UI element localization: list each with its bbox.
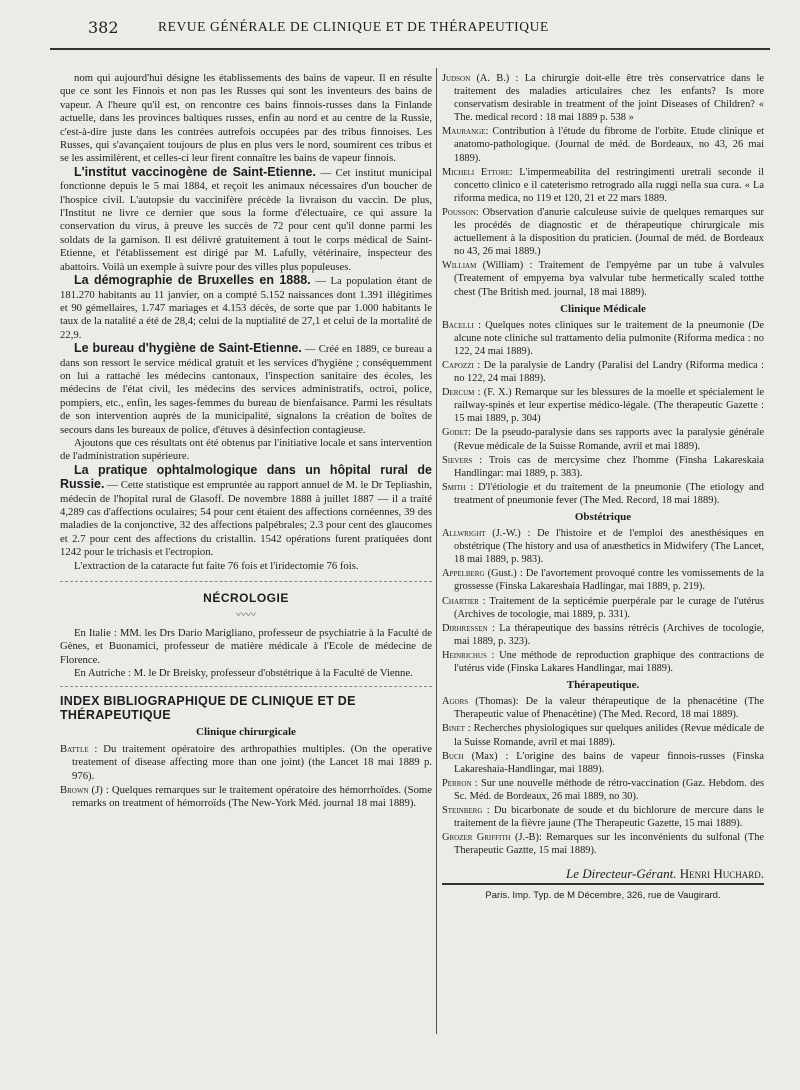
paragraph-bains: nom qui aujourd'hui désigne les établissements des bains de vapeur. Il en résulte que ce sont les Finnois et non pas les Russes qui sont les inventeurs des bains de vapeur. A l'heure qu'il est, on rencontre ces bains finnois-russes dans la Finlande actuelle, dans les provinces baltiques russes, enfin au nord et au centre de la Russie, c'est-à-dire juste dans les contrées autrefois occupées par des tribus finnoises. Les Russes, qui s'avançaient toujours de plus en plus vers le nord, soumirent ces tribus et se les assimilèrent, et celles-ci leur firent connaître les bains de vapeur finnois. (60, 72, 432, 165)
reference-entry (442, 125, 764, 164)
reference-entry (442, 454, 764, 480)
article-bureau-hygiene (60, 342, 432, 437)
reference-text: (A. B.) : La chirurgie doit-elle être très conservatrice dans le traitement des maladies articulaires chez les enfants? Is more conservatism desirable in treatment of the joint Diseases of Children? « The. medical record : 18 mai 1889 p. 538 » (454, 73, 764, 124)
article-text: — Cet institut municipal fonctionne depuis le 5 mai 1884, et reçoit les animaux nécessaires d'un boucher de l'hospice civil. L'autopsie du vaccinifère précède la livraison du vaccin. De plus, l'Institut ne livre ce dernier que sous la forme d'électuaire, ce qui assure la conservation du virus, à preuve les succès de 72 pour cent qu'il donne parmi les soldats de la garnison. Il est délivré gratuitement à tout le corps médical de Saint-Etienne, et l'établissement est dirigé par M. Lafully, vétérinaire, inspecteur des abattoirs. Voilà un exemple à suivre pour des villes plus populeuses. (60, 166, 432, 273)
reference-entry (442, 166, 764, 205)
reference-author: Sievers (442, 454, 473, 466)
reference-author: Judson (442, 73, 471, 84)
article-heading: La pratique ophtalmologique dans un hôpital rural de Russie. (60, 462, 432, 492)
column-rule (436, 68, 437, 1034)
reference-text: (J.-W.) : De l'histoire et de l'emploi des anesthésiques en obstétrique (The history and usa of anæsthetics in Midwifery (The Lancet, 18 mai 1889, p. 983). (454, 528, 764, 566)
reference-text: (Thomas): De la valeur thérapeutique de la phenacétine (The Therapeutic value of Phenacétine) (The Med. Record, 18 mai 1889). (454, 696, 764, 721)
reference-entry (442, 72, 764, 124)
article-text: — Créé en 1889, ce bureau a dans son ressort le service médical gratuit et les services d'hygiène ; conséquemment on lui a rattaché les médecins cantonaux, l'inspection sanitaire des écoles, les médecins de l'état civil, les médecins des services administratifs, octroi, police, pompiers, etc., enfin, les sages-femmes du bureau de bienfaisance. Parmi les résultats de son intervention auprès de la municipalité, signalons la création de boîtes de secours dans les bureaux de police, d'étuves à désinfection contagieuse. (60, 343, 432, 436)
article-ophtalmologie (60, 464, 432, 560)
reference-text: : De la paralysie de Landry (Paralisi del Landry (Riforma medica : no 122, 24 mai 1889). (454, 359, 764, 385)
article-heading: La démographie de Bruxelles en 1888. (74, 273, 311, 288)
reference-text: : De la pseudo-paralysie dans ses rapports avec la paralysie générale (Revue médicale de la Suisse Romande, avril et mai 1889). (454, 427, 764, 452)
article-text: — Cette statistique est empruntée au rapport annuel de M. le Dr Tepliashin, médecin de l'hopital rural de Glasoff. De novembre 1888 à juillet 1887 — il a traité 4,289 cas d'affections oculaires; 54 pour cent étaient des affections cornéennes, 39 des maladies de la conjonctive, 32 des affections palpébrales; 2.3 pour cent des glaucomes et 2.7 pour cent des affections du cristallin. 1542 opérations furent pratiquées dont 1242 pour le trichasis et l'ectropion. (60, 479, 432, 559)
paragraph-ajoutons: Ajoutons que ces résultats ont été obtenus par l'initiative locale et sans intervention de l'administration supérieure. (60, 436, 432, 463)
reference-author: Allwright (442, 528, 486, 540)
reference-author: Godet (442, 427, 469, 439)
reference-text: : La thérapeutique des bassins rétrécis (Archives de tocologie, mai 1889, p. 323). (454, 622, 764, 647)
printer-imprint: Paris. Imp. Typ. de M Décembre, 326, rue de Vaugirard. (485, 890, 721, 902)
reference-text: (J.-B): Remarques sur les inconvénients du sulfonal (The Therapeutic Gaztte, 15 mai 1889). (454, 832, 765, 857)
reference-entry (442, 359, 764, 385)
reference-entry (442, 595, 764, 621)
title-ornament: 〰〰 (236, 610, 256, 622)
index-title: INDEX BIBLIOGRAPHIQUE DE CLINIQUE ET DE THÉRAPEUTIQUE (60, 686, 432, 722)
section-divider (60, 581, 432, 582)
reference-text: : Sur une nouvelle méthode de rétro-vaccination (Gaz. Hebdom. des Sc. Méd. de Bordeaux, 26 mai 1889, no 30). (454, 777, 764, 802)
subsection-therapeutique: Thérapeutique. (566, 679, 640, 692)
reference-text: : (F. X.) Remarque sur les blessures de la moelle et spécialement le railway-spinés et leur expertise médico-légale. (The therapeutic Gazette : 15 mai 1889, p. 304) (454, 387, 764, 425)
reference-text: : Contribution à l'étude du fibrome de l'orbite. Etude clinique et anatomo-pathologique. (Journal de méd. de Bordeaux, no 43, 26 mai 1889). (454, 126, 764, 164)
reference-author: Binet (442, 723, 465, 735)
reference-entry (442, 527, 764, 566)
reference-entry (442, 722, 764, 748)
reference-author: Dercum (442, 387, 475, 399)
reference-entry (442, 622, 764, 648)
reference-author: Pousson (442, 206, 476, 218)
reference-author: Brown (60, 783, 89, 796)
subsection-obstetrique: Obstétrique (574, 511, 632, 523)
necrologie-title: NÉCROLOGIE (203, 591, 289, 606)
signature-name: Henri Huchard. (679, 866, 764, 882)
reference-entry (442, 386, 764, 425)
necrologie-italie: En Italie : MM. les Drs Dario Marigliano, professeur de psychiatrie à la Faculté de Gènes, et Buonamici, professeur de matière médicale à l'Ecole de médecine de Florence. (60, 626, 432, 666)
reference-entry (442, 319, 764, 358)
reference-entry (442, 206, 764, 258)
reference-text: : L'impermeabilita del restringimenti uretrali seconde il concetto clinico e il cateterismo retrogrado alla ruggi nella sua cura. « La riforma medica, no 119 et 120, 21 et 22 mars 1889. (454, 166, 764, 204)
reference-author: Capozzi (442, 359, 474, 371)
reference-author: Battle (60, 742, 89, 755)
reference-text: : Une méthode de reproduction graphique des contractions de l'utérus vide (Finska Lakares Handlingar, mai 1889). (454, 649, 764, 675)
left-column (60, 72, 432, 812)
reference-author: Heinrichus (442, 649, 487, 661)
reference-author: Buch (442, 750, 464, 762)
reference-text: (Gust.) : De l'avortement provoqué contre les vomissements de la grossesse (Finska Lakareshaia Hadlingar, mai 1889, p. 219). (454, 568, 764, 593)
reference-author: Steinberg (442, 804, 483, 816)
reference-entry (442, 567, 764, 593)
article-text: — La population étant de 181.270 habitants au 11 janvier, on a compté 5.152 naissances dont 1.391 illégitimes et 90 gémellaires, 1.747 mariages et 4.153 décès, de sorte que par 1.000 habitants le taux de la natalité a été de 28,4; celui de la nuptialité de 27,1 et celui de la mortalité de 22,9. (60, 275, 432, 341)
necrologie-autriche: En Autriche : M. le Dr Breisky, professeur d'obstétrique à la Faculté de Vienne. (74, 667, 413, 680)
reference-author: Smith (442, 481, 466, 493)
reference-entry (60, 743, 432, 783)
signature-line (442, 867, 764, 885)
article-heading: L'institut vaccinogène de Saint-Etienne. (74, 164, 316, 179)
reference-author: Agors (442, 696, 469, 708)
signature-label: Le Directeur-Gérant. (566, 866, 677, 882)
reference-entry (442, 259, 764, 298)
reference-text: : Recherches physiologiques sur quelques anilides (Revue médicale de la Suisse Romande, avril et mai 1889). (454, 723, 764, 748)
reference-author: Dirhressen (442, 622, 488, 634)
reference-author: William (442, 260, 477, 272)
reference-entry (442, 831, 764, 857)
article-institut-vaccinogene (60, 166, 432, 274)
reference-entry (442, 804, 764, 830)
subsection-clinique-chirurgicale: Clinique chirurgicale (196, 726, 296, 739)
reference-author: Bacelli (442, 319, 474, 331)
right-column (442, 72, 764, 903)
reference-text: (J) : Quelques remarques sur le traitement opératoire des hémorrhoïdes. (Some remarks on treatment of hémorroïds (The New-York Méd. journal 18 mai 1889). (72, 783, 432, 810)
reference-text: : Observation d'anurie calculeuse suivie de quelques remarques sur les procédés de diagnostic et de thérapeutique chirurgicale mis actuellement à la disposition du praticien. (Journal de méd. de Bordeaux no 43, 26 mai 1889.) (454, 206, 764, 258)
reference-text: (Max) : L'origine des bains de vapeur finnois-russes (Finska Lakareshaia-Handlingar, mai 1889). (454, 750, 764, 775)
reference-author: Micheli Ettore (442, 166, 510, 178)
reference-author: Chartier (442, 595, 479, 607)
reference-text: : Du bicarbonate de soude et du bichlorure de mercure dans le traitement de la fièvre jaune (The Therapeutic Gazette, 15 mai 1889). (454, 804, 764, 830)
reference-entry (442, 649, 764, 675)
reference-text: : Traitement de la septicémie puerpérale par le curage de l'utérus (Archives de tocologie, mai 1889, p. 331). (454, 595, 764, 620)
reference-text: : Quelques notes cliniques sur le traitement de la pneumonie (De alcune note cliniche sul trattamento delia pulmonite (Riforma medica : no 122, 24 mai 1889). (454, 319, 764, 357)
reference-entry (442, 750, 764, 776)
running-header (50, 18, 770, 44)
reference-text: : D'l'étiologie et du traitement de la pneumonie (The etiology and treatment of pneumonie fever (The Med. Record, 18 mai 1889). (454, 481, 764, 506)
reference-author: Perron (442, 777, 472, 789)
page-number: 382 (88, 18, 119, 37)
reference-text: : Trois cas de mercysime chez l'homme (Finsha Lakareskaia Handlingar: mai 1889, p. 383). (454, 454, 764, 479)
paragraph-cataracte: L'extraction de la cataracte fut faite 76 fois et l'iridectomie 76 fois. (74, 559, 359, 572)
reference-entry (442, 481, 764, 507)
article-demographie (60, 274, 432, 342)
reference-text: : Du traitement opératoire des arthropathies multiples. (On the operative treatement of disease affecting more than one joint) (the Lancet 18 mai 1889 p. 976). (72, 742, 432, 782)
subsection-clinique-medicale: Clinique Médicale (560, 302, 646, 315)
reference-entry (442, 426, 764, 452)
reference-author: Grozer Griffith (442, 832, 511, 844)
reference-entry (442, 777, 764, 803)
header-rule (50, 48, 770, 50)
reference-text: (William) : Traitement de l'empyème par un tube à valvules (Treatement of empyema bya valvular tube hermetically scaled totthe chest (The British med. journal, 18 mai 1889). (454, 260, 764, 298)
reference-entry (442, 695, 764, 721)
reference-author: Appelberg (442, 568, 485, 580)
article-heading: Le bureau d'hygiène de Saint-Etienne. (74, 341, 302, 356)
journal-title: REVUE GÉNÉRALE DE CLINIQUE ET DE THÉRAPEUTIQUE (158, 19, 549, 34)
reference-author: Maurange (442, 126, 486, 138)
reference-entry (60, 784, 432, 811)
